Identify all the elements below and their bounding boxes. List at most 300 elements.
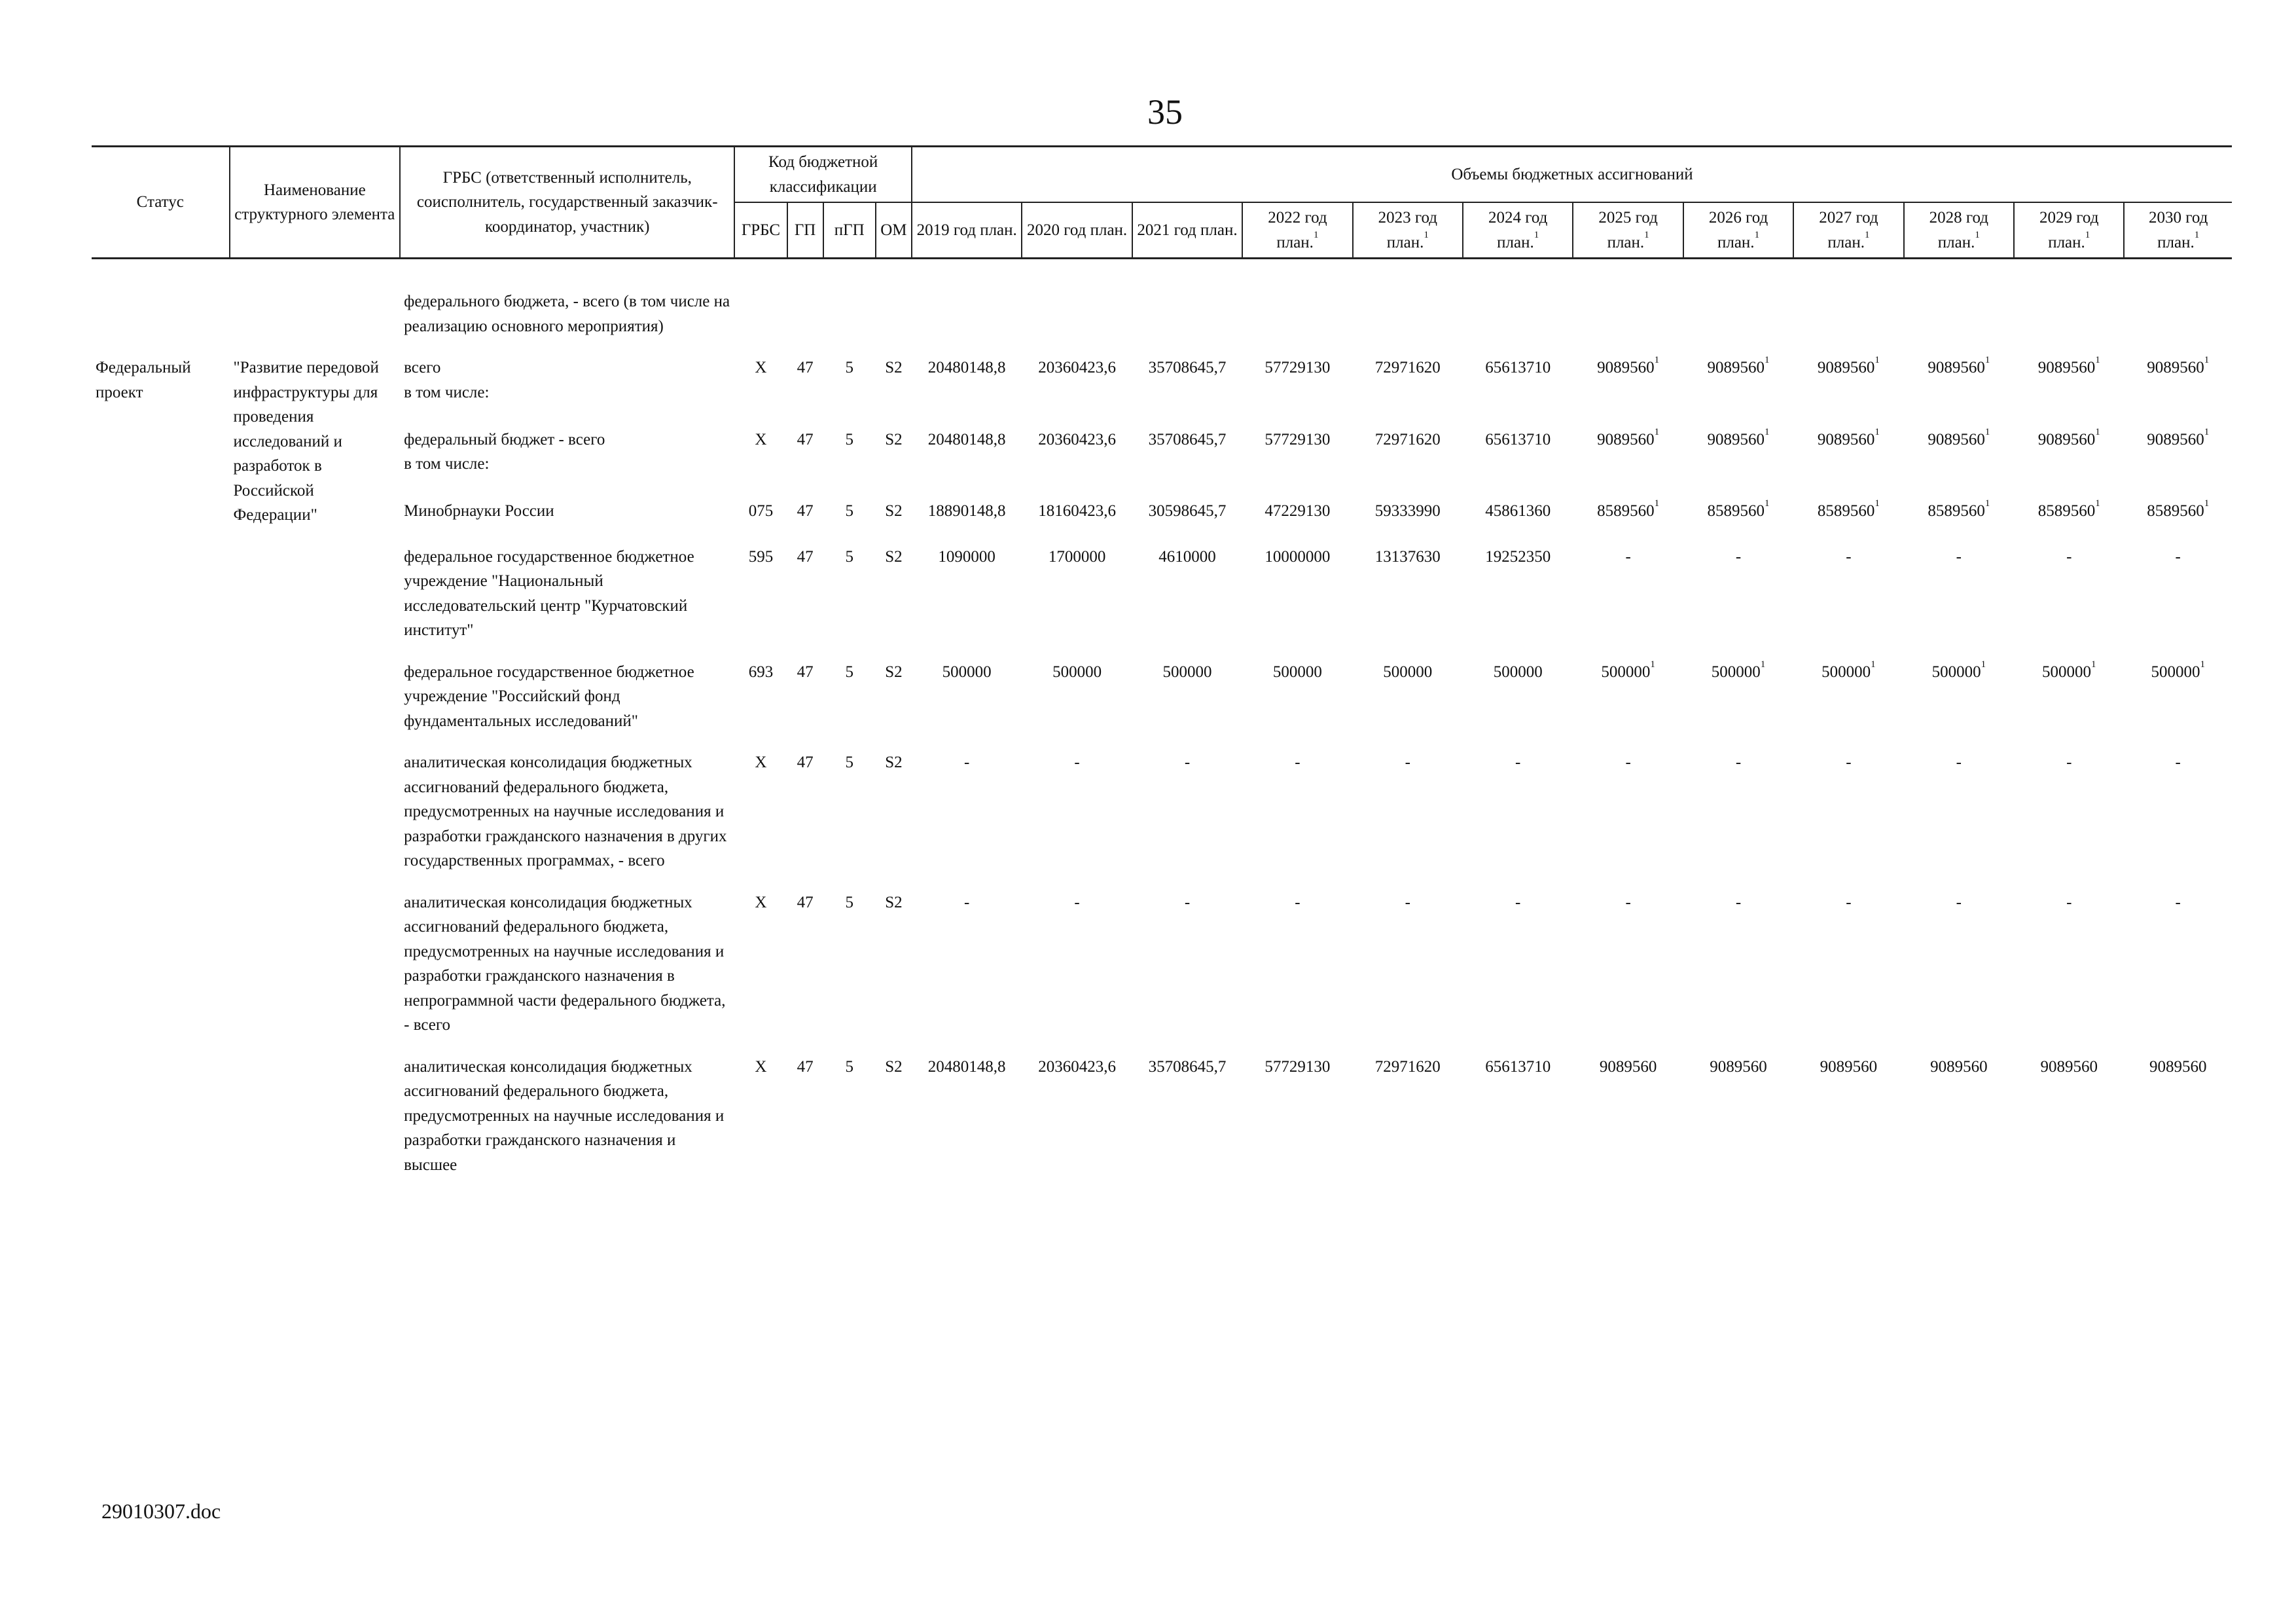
- footnote-marker: 1: [1654, 355, 1660, 365]
- value-cell: [2014, 352, 2124, 424]
- value-text: -: [1846, 893, 1852, 911]
- value-cell: [1132, 886, 1242, 1051]
- table-body: [92, 259, 2232, 1191]
- value-cell: [1904, 352, 2014, 424]
- value-cell: [1132, 495, 1242, 540]
- value-cell: [1793, 352, 1903, 424]
- value-cell: [1573, 746, 1683, 886]
- code-cell: 5: [845, 663, 853, 681]
- value-cell: [2124, 541, 2232, 656]
- row-label: федеральное государственное бюджетное учреждение "Российский фонд фундаментальных исследований": [404, 663, 694, 730]
- value-text: 9089560: [1930, 1057, 1988, 1076]
- header-year-col: [912, 202, 1022, 259]
- table-row: [92, 656, 2232, 747]
- value-text: -: [1515, 754, 1521, 771]
- value-text: 20360423,6: [1038, 359, 1116, 376]
- header-year-label: 2027 год план.: [1819, 209, 1878, 251]
- value-cell: [1793, 886, 1903, 1051]
- value-text: 35708645,7: [1148, 359, 1227, 376]
- value-text: -: [1074, 893, 1080, 911]
- value-text: -: [1735, 893, 1742, 911]
- value-text: -: [2175, 547, 2181, 566]
- value-cell: [912, 656, 1022, 747]
- code-cell: S2: [885, 1057, 903, 1076]
- footnote-marker: 1: [1975, 229, 1980, 240]
- value-text: 9089560: [2147, 359, 2204, 376]
- code-cell: 47: [797, 547, 814, 566]
- value-text: -: [1956, 893, 1962, 911]
- row-label: федеральный бюджет - всего в том числе:: [404, 430, 605, 473]
- page-number: 35: [1147, 92, 1183, 132]
- value-text: 9089560: [1707, 359, 1765, 376]
- header-year-col: [1353, 202, 1463, 259]
- value-cell: [1242, 541, 1352, 656]
- value-text: 13137630: [1374, 547, 1441, 566]
- value-text: -: [1846, 754, 1852, 771]
- code-cell: 595: [748, 547, 774, 566]
- value-text: -: [1625, 754, 1631, 771]
- value-text: -: [2175, 893, 2181, 911]
- value-cell: [1463, 541, 1573, 656]
- value-cell: [1683, 495, 1793, 540]
- value-text: 9089560: [1597, 430, 1655, 448]
- header-year-label: 2028 год план.: [1929, 209, 1989, 251]
- row-label: аналитическая консолидация бюджетных ассигнований федерального бюджета, предусмотренных на научные исследования и разработки гражданского назначения в непрограммной части федерального бюджета, - всего: [404, 893, 726, 1034]
- code-cell: 47: [797, 663, 814, 681]
- footnote-marker: 1: [1874, 498, 1880, 509]
- value-cell: [1904, 656, 2014, 747]
- value-text: 19252350: [1485, 547, 1551, 566]
- value-cell: [1904, 424, 2014, 496]
- value-cell: [1463, 352, 1573, 424]
- value-text: 57729130: [1265, 1057, 1331, 1076]
- footnote-marker: 1: [1654, 498, 1660, 509]
- value-cell: [1463, 424, 1573, 496]
- code-cell: S2: [885, 502, 903, 520]
- footnote-marker: 1: [1765, 426, 1770, 437]
- value-text: -: [1515, 893, 1521, 911]
- footnote-marker: 1: [1864, 229, 1870, 240]
- value-text: -: [1184, 893, 1191, 911]
- value-cell: [1132, 746, 1242, 886]
- value-cell: [1793, 746, 1903, 886]
- row-label: Минобрнауки России: [404, 502, 554, 520]
- code-cell: X: [755, 1057, 767, 1076]
- value-text: 20480148,8: [927, 430, 1006, 448]
- footnote-marker: 1: [2204, 355, 2210, 365]
- value-text: -: [1625, 893, 1631, 911]
- header-year-label: 2023 год план.: [1378, 209, 1437, 251]
- value-cell: [2124, 656, 2232, 747]
- table-row: [92, 886, 2232, 1051]
- value-cell: [1353, 656, 1463, 747]
- code-cell: 5: [845, 893, 853, 911]
- value-text: 9089560: [1710, 1057, 1767, 1076]
- value-cell: [1353, 886, 1463, 1051]
- value-cell: [1022, 352, 1132, 424]
- value-text: 9089560: [1817, 430, 1875, 448]
- header-status: Статус: [92, 147, 230, 259]
- header-code-col: пГП: [823, 202, 876, 259]
- value-text: 72971620: [1374, 1057, 1441, 1076]
- value-text: 500000: [2041, 663, 2091, 681]
- value-cell: [912, 746, 1022, 886]
- code-cell: 5: [845, 754, 853, 771]
- value-cell: [2124, 424, 2232, 496]
- table-row: [92, 541, 2232, 656]
- value-text: -: [1735, 547, 1742, 566]
- value-cell: [1573, 541, 1683, 656]
- code-cell: S2: [885, 893, 903, 911]
- value-cell: [1132, 424, 1242, 496]
- value-cell: [1353, 1051, 1463, 1191]
- code-cell: 5: [845, 430, 853, 448]
- footnote-marker: 1: [1644, 229, 1649, 240]
- value-text: 35708645,7: [1148, 430, 1227, 448]
- value-text: 20480148,8: [927, 1057, 1006, 1076]
- code-cell: 47: [797, 430, 814, 448]
- value-text: -: [1625, 547, 1631, 566]
- value-text: 500000: [1272, 663, 1322, 681]
- code-cell: 47: [797, 893, 814, 911]
- table-row: [92, 495, 2232, 540]
- row-label: аналитическая консолидация бюджетных ассигнований федерального бюджета, предусмотренных на научные исследования и разработки гражданского назначения в других государственных программах, - всего: [404, 754, 727, 869]
- table-row: [92, 746, 2232, 886]
- value-cell: [1793, 656, 1903, 747]
- value-text: 35708645,7: [1148, 1057, 1227, 1076]
- value-text: 18890148,8: [927, 502, 1006, 520]
- value-cell: [912, 424, 1022, 496]
- header-year-col: [1683, 202, 1793, 259]
- header-year-label: 2020 год план.: [1026, 221, 1128, 239]
- value-text: 9089560: [1599, 1057, 1657, 1076]
- value-cell: [2124, 886, 2232, 1051]
- footnote-marker: 1: [1650, 659, 1655, 670]
- value-text: -: [964, 754, 970, 771]
- header-grbs-full: ГРБС (ответственный исполнитель, соисполнитель, государственный заказчик-координатор, участник): [400, 147, 734, 259]
- value-cell: [1463, 886, 1573, 1051]
- footnote-marker: 1: [1984, 426, 1990, 437]
- value-cell: [2014, 886, 2124, 1051]
- code-cell: S2: [885, 547, 903, 566]
- value-text: 8589560: [1707, 502, 1765, 520]
- footnote-marker: 1: [1765, 498, 1770, 509]
- value-text: 500000: [1493, 663, 1543, 681]
- value-cell: [1683, 746, 1793, 886]
- value-cell: [1353, 541, 1463, 656]
- value-text: 9089560: [1707, 430, 1765, 448]
- value-cell: [1683, 424, 1793, 496]
- value-cell: [1463, 495, 1573, 540]
- value-text: 18160423,6: [1038, 502, 1116, 520]
- code-cell: 5: [845, 359, 853, 376]
- value-text: 500000: [1052, 663, 1102, 681]
- value-text: 9089560: [2147, 430, 2204, 448]
- value-text: 9089560: [1928, 430, 1985, 448]
- value-text: -: [2066, 893, 2072, 911]
- value-cell: [1022, 495, 1132, 540]
- footnote-marker: 1: [2095, 426, 2100, 437]
- header-code-col: ГРБС: [734, 202, 787, 259]
- value-text: 1090000: [938, 547, 996, 566]
- value-cell: [1573, 886, 1683, 1051]
- value-text: 57729130: [1265, 359, 1331, 376]
- code-cell: X: [755, 754, 767, 771]
- value-cell: [1683, 886, 1793, 1051]
- value-cell: [1793, 424, 1903, 496]
- value-cell: [1573, 424, 1683, 496]
- code-cell: 47: [797, 1057, 814, 1076]
- footnote-marker: 1: [2204, 498, 2210, 509]
- value-text: 10000000: [1265, 547, 1331, 566]
- value-text: 45861360: [1485, 502, 1551, 520]
- value-text: 9089560: [1928, 359, 1985, 376]
- value-cell: [1353, 746, 1463, 886]
- footnote-marker: 1: [1981, 659, 1986, 670]
- file-name: 29010307.doc: [101, 1499, 221, 1523]
- value-text: -: [1735, 754, 1742, 771]
- value-cell: [1022, 746, 1132, 886]
- header-year-label: 2019 год план.: [916, 221, 1017, 239]
- table-row: [92, 424, 2232, 496]
- header-year-col: [2014, 202, 2124, 259]
- value-text: 9089560: [1820, 1057, 1878, 1076]
- value-cell: [2014, 656, 2124, 747]
- value-cell: [1904, 541, 2014, 656]
- footnote-marker: 1: [1871, 659, 1876, 670]
- row-label: всего в том числе:: [404, 359, 490, 401]
- header-year-col: [1132, 202, 1242, 259]
- value-cell: [1683, 656, 1793, 747]
- value-cell: [1683, 1051, 1793, 1191]
- header-year-col: [1904, 202, 2014, 259]
- value-text: 65613710: [1485, 359, 1551, 376]
- header-year-label: 2030 год план.: [2149, 209, 2208, 251]
- budget-table: [92, 145, 2232, 1190]
- value-cell: [1242, 656, 1352, 747]
- value-text: -: [1405, 893, 1410, 911]
- value-cell: [1904, 886, 2014, 1051]
- footnote-marker: 1: [1984, 355, 1990, 365]
- value-text: 9089560: [1597, 359, 1655, 376]
- value-text: -: [1405, 754, 1410, 771]
- intro-row-text: федерального бюджета, - всего (в том числе на реализацию основного мероприятия): [404, 293, 730, 335]
- value-text: 500000: [2151, 663, 2200, 681]
- header-code-col: ГП: [787, 202, 823, 259]
- value-text: -: [1074, 754, 1080, 771]
- value-text: 9089560: [2040, 1057, 2098, 1076]
- value-text: 8589560: [1817, 502, 1875, 520]
- header-year-label: 2022 год план.: [1268, 209, 1327, 251]
- value-text: -: [1295, 893, 1300, 911]
- value-text: 20360423,6: [1038, 1057, 1116, 1076]
- code-cell: S2: [885, 359, 903, 376]
- value-cell: [1353, 495, 1463, 540]
- table-header: [92, 147, 2232, 259]
- value-cell: [1463, 656, 1573, 747]
- header-year-label: 2029 год план.: [2039, 209, 2099, 251]
- header-year-col: [1022, 202, 1132, 259]
- value-cell: [1573, 656, 1683, 747]
- value-cell: [1022, 656, 1132, 747]
- value-cell: [912, 495, 1022, 540]
- value-cell: [1132, 1051, 1242, 1191]
- footnote-marker: 1: [1313, 229, 1319, 240]
- header-year-col: [1463, 202, 1573, 259]
- value-cell: [1353, 352, 1463, 424]
- footnote-marker: 1: [1534, 229, 1539, 240]
- footnote-marker: 1: [2095, 498, 2100, 509]
- footnote-marker: 1: [1874, 355, 1880, 365]
- row-label: федеральное государственное бюджетное учреждение "Национальный исследовательский центр "Курчатовский институт": [404, 547, 694, 639]
- value-text: 500000: [1711, 663, 1761, 681]
- value-text: -: [1956, 547, 1962, 566]
- value-cell: [1242, 352, 1352, 424]
- code-cell: 47: [797, 502, 814, 520]
- value-cell: [1132, 656, 1242, 747]
- value-cell: [1904, 495, 2014, 540]
- code-cell: 5: [845, 1057, 853, 1076]
- header-year-col: [2124, 202, 2232, 259]
- row-label: аналитическая консолидация бюджетных ассигнований федерального бюджета, предусмотренных на научные исследования и разработки гражданского назначения и высшее: [404, 1057, 725, 1174]
- value-cell: [2014, 495, 2124, 540]
- header-year-label: 2021 год план.: [1137, 221, 1238, 239]
- code-cell: S2: [885, 754, 903, 771]
- value-cell: [2014, 424, 2124, 496]
- value-cell: [1242, 1051, 1352, 1191]
- value-cell: [2124, 1051, 2232, 1191]
- value-cell: [1573, 1051, 1683, 1191]
- value-text: 57729130: [1265, 430, 1331, 448]
- value-cell: [2124, 352, 2232, 424]
- value-cell: [912, 541, 1022, 656]
- code-cell: X: [755, 359, 767, 376]
- value-text: 30598645,7: [1148, 502, 1227, 520]
- table-row: [92, 352, 2232, 424]
- header-element-name: Наименование структурного элемента: [230, 147, 401, 259]
- value-text: 500000: [942, 663, 992, 681]
- value-text: 500000: [1601, 663, 1651, 681]
- code-cell: 47: [797, 359, 814, 376]
- header-volumes: Объемы бюджетных ассигнований: [912, 147, 2232, 203]
- code-cell: X: [755, 893, 767, 911]
- value-text: -: [1846, 547, 1852, 566]
- value-text: 4610000: [1158, 547, 1216, 566]
- value-text: 9089560: [2037, 359, 2096, 376]
- value-text: -: [1956, 754, 1962, 771]
- code-cell: X: [755, 430, 767, 448]
- code-cell: 693: [748, 663, 774, 681]
- value-cell: [2124, 495, 2232, 540]
- value-cell: [1132, 352, 1242, 424]
- footnote-marker: 1: [2200, 659, 2205, 670]
- footnote-marker: 1: [1754, 229, 1760, 240]
- footnote-marker: 1: [1424, 229, 1429, 240]
- value-cell: [1022, 541, 1132, 656]
- value-cell: [1904, 1051, 2014, 1191]
- footnote-marker: 1: [1765, 355, 1770, 365]
- value-cell: [1132, 541, 1242, 656]
- value-text: -: [2066, 754, 2072, 771]
- value-text: 72971620: [1374, 430, 1441, 448]
- value-cell: [1022, 1051, 1132, 1191]
- value-cell: [1022, 886, 1132, 1051]
- value-text: 65613710: [1485, 430, 1551, 448]
- value-text: -: [1295, 754, 1300, 771]
- value-text: 8589560: [1928, 502, 1985, 520]
- value-cell: [1573, 352, 1683, 424]
- footnote-marker: 1: [1654, 426, 1660, 437]
- value-text: -: [1184, 754, 1191, 771]
- value-cell: [1022, 424, 1132, 496]
- value-text: 20360423,6: [1038, 430, 1116, 448]
- value-cell: [912, 352, 1022, 424]
- value-cell: [2124, 746, 2232, 886]
- footnote-marker: 1: [2204, 426, 2210, 437]
- value-text: 9089560: [2037, 430, 2096, 448]
- value-cell: [1242, 424, 1352, 496]
- header-year-label: 2024 год план.: [1488, 209, 1548, 251]
- value-text: 500000: [1383, 663, 1433, 681]
- value-text: 500000: [1931, 663, 1981, 681]
- value-text: 500000: [1821, 663, 1871, 681]
- code-cell: 47: [797, 754, 814, 771]
- value-text: 8589560: [2147, 502, 2204, 520]
- code-cell: S2: [885, 430, 903, 448]
- footnote-marker: 1: [1984, 498, 1990, 509]
- intro-row: [92, 285, 2232, 352]
- header-year-label: 2026 год план.: [1708, 209, 1768, 251]
- header-year-col: [1242, 202, 1352, 259]
- value-cell: [2014, 746, 2124, 886]
- value-cell: [1573, 495, 1683, 540]
- header-code-col: ОМ: [876, 202, 912, 259]
- value-text: 500000: [1162, 663, 1212, 681]
- footnote-marker: 1: [2090, 659, 2096, 670]
- value-cell: [1242, 495, 1352, 540]
- value-cell: [2014, 1051, 2124, 1191]
- value-cell: [1353, 424, 1463, 496]
- value-cell: [1242, 746, 1352, 886]
- value-cell: [1793, 1051, 1903, 1191]
- value-text: 8589560: [1597, 502, 1655, 520]
- header-year-col: [1793, 202, 1903, 259]
- code-cell: 5: [845, 502, 853, 520]
- value-text: -: [2175, 754, 2181, 771]
- value-text: 9089560: [1817, 359, 1875, 376]
- footnote-marker: 1: [2085, 229, 2090, 240]
- value-cell: [912, 1051, 1022, 1191]
- table-row: [92, 1051, 2232, 1191]
- value-text: 8589560: [2037, 502, 2096, 520]
- value-cell: [1463, 1051, 1573, 1191]
- code-cell: S2: [885, 663, 903, 681]
- value-cell: [1683, 352, 1793, 424]
- value-text: 72971620: [1374, 359, 1441, 376]
- code-cell: 075: [748, 502, 774, 520]
- footnote-marker: 1: [1874, 426, 1880, 437]
- value-text: 20480148,8: [927, 359, 1006, 376]
- value-cell: [1463, 746, 1573, 886]
- value-text: 9089560: [2149, 1057, 2207, 1076]
- footnote-marker: 1: [2095, 355, 2100, 365]
- value-text: 59333990: [1374, 502, 1441, 520]
- value-cell: [912, 886, 1022, 1051]
- project-name: "Развитие передовой инфраструктуры для проведения исследований и разработок в Российской Федерации": [233, 359, 379, 524]
- header-year-col: [1573, 202, 1683, 259]
- value-cell: [1904, 746, 2014, 886]
- value-cell: [1793, 541, 1903, 656]
